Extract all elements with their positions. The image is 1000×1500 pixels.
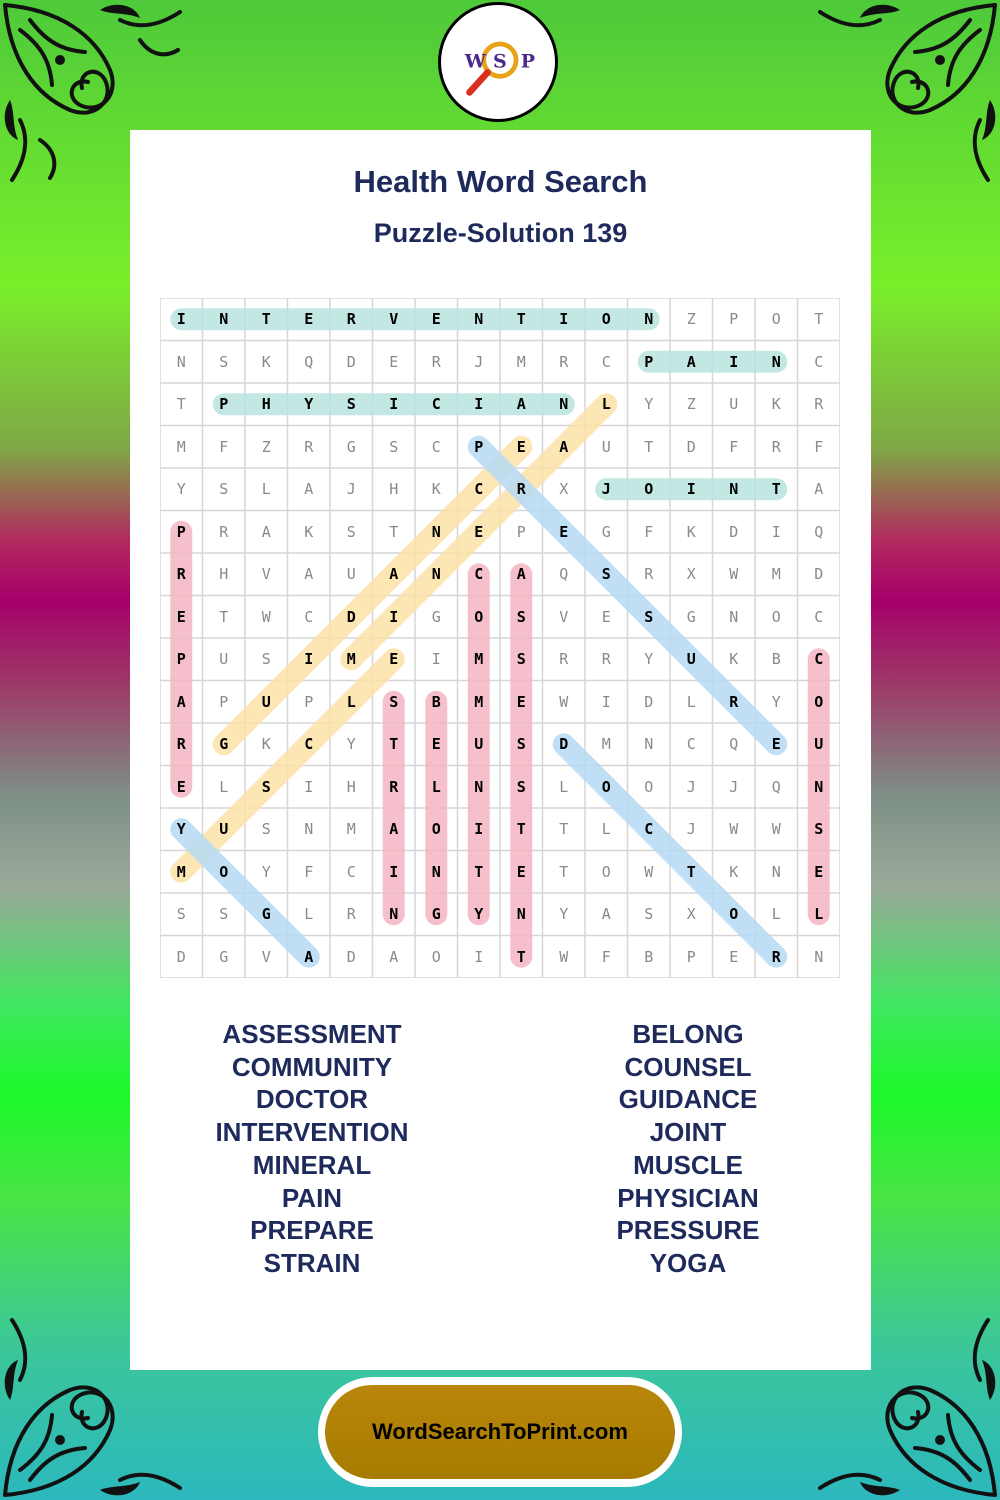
grid-cell[interactable]: Y bbox=[644, 395, 654, 414]
grid-cell[interactable]: N bbox=[389, 905, 399, 924]
grid-cell[interactable]: O bbox=[644, 777, 654, 796]
puzzle-sheet bbox=[130, 130, 871, 1370]
grid-cell[interactable]: E bbox=[389, 650, 399, 669]
grid-cell[interactable]: C bbox=[814, 352, 824, 371]
grid-cell[interactable]: S bbox=[176, 905, 186, 924]
word-list-item: MINERAL bbox=[252, 1149, 372, 1180]
grid-cell[interactable]: M bbox=[176, 862, 186, 881]
grid-cell[interactable]: N bbox=[219, 310, 229, 329]
grid-cell[interactable]: A bbox=[304, 565, 314, 584]
grid-cell[interactable]: R bbox=[601, 650, 611, 669]
grid-cell[interactable]: S bbox=[261, 777, 271, 796]
grid-cell[interactable]: V bbox=[559, 607, 569, 626]
grid-cell[interactable]: W bbox=[559, 692, 569, 711]
word-list-item: ASSESSMENT bbox=[222, 1019, 402, 1049]
grid-cell[interactable]: V bbox=[261, 947, 271, 966]
grid-cell[interactable]: Z bbox=[686, 395, 696, 414]
grid-cell[interactable]: M bbox=[474, 692, 484, 711]
grid-cell[interactable]: W bbox=[771, 820, 781, 839]
word-list-item: COUNSEL bbox=[624, 1051, 752, 1082]
grid-cell[interactable]: S bbox=[219, 480, 229, 499]
grid-cell[interactable]: S bbox=[346, 395, 356, 414]
letter-grid bbox=[160, 298, 840, 978]
grid-cell[interactable]: R bbox=[516, 480, 526, 499]
grid-cell[interactable]: S bbox=[516, 650, 526, 669]
grid-cell[interactable]: R bbox=[176, 735, 186, 754]
grid-cell[interactable]: J bbox=[729, 777, 739, 796]
grid-cell[interactable]: K bbox=[771, 395, 781, 414]
grid-cell[interactable]: G bbox=[601, 522, 611, 541]
word-list-item: STRAIN bbox=[263, 1247, 361, 1278]
grid-cell[interactable]: P bbox=[176, 650, 186, 669]
grid-cell[interactable]: N bbox=[729, 607, 739, 626]
grid-cell[interactable]: O bbox=[601, 310, 611, 329]
grid-cell[interactable]: R bbox=[219, 522, 229, 541]
grid-cell[interactable]: A bbox=[516, 565, 526, 584]
grid-cell[interactable]: I bbox=[304, 777, 314, 796]
grid-cell[interactable]: S bbox=[219, 352, 229, 371]
grid-cell[interactable]: R bbox=[346, 905, 356, 924]
grid-cell[interactable]: N bbox=[431, 522, 441, 541]
grid-cell[interactable]: A bbox=[304, 947, 314, 966]
grid-cell[interactable]: S bbox=[516, 777, 526, 796]
grid-cell[interactable]: T bbox=[814, 310, 824, 329]
grid-cell[interactable]: D bbox=[814, 565, 824, 584]
grid-cell[interactable]: R bbox=[559, 650, 569, 669]
grid-cell[interactable]: L bbox=[261, 480, 271, 499]
word-list-item: BELONG bbox=[632, 1019, 744, 1049]
grid-cell[interactable]: T bbox=[559, 820, 569, 839]
grid-cell[interactable]: I bbox=[729, 352, 739, 371]
grid-cell[interactable]: U bbox=[729, 395, 739, 414]
grid-cell[interactable]: R bbox=[346, 310, 356, 329]
grid-cell[interactable]: W bbox=[644, 862, 654, 881]
grid-cell[interactable]: K bbox=[304, 522, 314, 541]
magnifier-icon bbox=[441, 5, 555, 119]
grid-cell[interactable]: L bbox=[601, 395, 611, 414]
grid-cell[interactable]: F bbox=[814, 437, 824, 456]
grid-cell[interactable]: P bbox=[729, 310, 739, 329]
grid-cell[interactable]: E bbox=[729, 947, 739, 966]
grid-cell[interactable]: P bbox=[219, 395, 229, 414]
grid-cell[interactable]: P bbox=[219, 692, 229, 711]
grid-cell[interactable]: O bbox=[601, 862, 611, 881]
grid-cell[interactable]: N bbox=[559, 395, 569, 414]
grid-cell[interactable]: R bbox=[389, 777, 399, 796]
grid-cell[interactable]: B bbox=[431, 692, 441, 711]
grid-cell[interactable]: K bbox=[261, 735, 271, 754]
site-link-button[interactable]: WordSearchToPrint.com bbox=[325, 1385, 675, 1479]
grid-cell[interactable]: R bbox=[304, 437, 314, 456]
grid-cell[interactable]: T bbox=[559, 862, 569, 881]
grid-cell[interactable]: S bbox=[389, 692, 399, 711]
grid-cell[interactable]: X bbox=[686, 905, 696, 924]
grid-cell[interactable]: E bbox=[474, 522, 484, 541]
grid-cell[interactable]: M bbox=[346, 650, 356, 669]
grid-cell[interactable]: C bbox=[474, 565, 484, 584]
grid-cell[interactable]: W bbox=[729, 820, 739, 839]
grid-cell[interactable]: G bbox=[219, 735, 229, 754]
wsp-logo[interactable] bbox=[438, 2, 558, 122]
grid-cell[interactable]: D bbox=[559, 735, 569, 754]
grid-cell[interactable]: K bbox=[729, 650, 739, 669]
grid-cell[interactable]: R bbox=[559, 352, 569, 371]
grid-cell[interactable]: I bbox=[431, 650, 441, 669]
grid-cell[interactable]: M bbox=[346, 820, 356, 839]
grid-cell[interactable]: I bbox=[559, 310, 569, 329]
grid-cell[interactable]: T bbox=[474, 862, 484, 881]
grid-cell[interactable]: Y bbox=[304, 395, 314, 414]
grid-cell[interactable]: L bbox=[431, 777, 441, 796]
grid-cell[interactable]: U bbox=[474, 735, 484, 754]
grid-cell[interactable]: C bbox=[644, 820, 654, 839]
grid-cell[interactable]: S bbox=[644, 607, 654, 626]
grid-cell[interactable]: S bbox=[261, 820, 271, 839]
grid-cell[interactable]: P bbox=[176, 522, 186, 541]
grid-cell[interactable]: L bbox=[771, 905, 781, 924]
grid-cell[interactable]: T bbox=[771, 480, 781, 499]
grid-cell[interactable]: D bbox=[346, 947, 356, 966]
grid-cell[interactable]: C bbox=[304, 607, 314, 626]
grid-cell[interactable]: E bbox=[389, 352, 399, 371]
grid-cell[interactable]: C bbox=[686, 735, 696, 754]
grid-cell[interactable]: A bbox=[389, 947, 399, 966]
grid-cell[interactable]: W bbox=[261, 607, 271, 626]
grid-cell[interactable]: N bbox=[771, 862, 781, 881]
word-list-item: PRESSURE bbox=[616, 1215, 760, 1246]
grid-cell[interactable]: I bbox=[176, 310, 186, 329]
grid-cell[interactable]: A bbox=[686, 352, 696, 371]
grid-cell[interactable]: I bbox=[686, 480, 696, 499]
grid-cell[interactable]: I bbox=[601, 692, 611, 711]
word-list-item: GUIDANCE bbox=[618, 1084, 758, 1115]
grid-cell[interactable]: U bbox=[219, 650, 229, 669]
grid-cell[interactable]: E bbox=[516, 692, 526, 711]
grid-cell[interactable]: D bbox=[346, 607, 356, 626]
grid-cell[interactable]: P bbox=[304, 692, 314, 711]
grid-cell[interactable]: E bbox=[814, 862, 824, 881]
grid-cell[interactable]: T bbox=[644, 437, 654, 456]
word-list-item: DOCTOR bbox=[255, 1084, 369, 1115]
grid-cell[interactable]: N bbox=[474, 777, 484, 796]
grid-cell[interactable]: G bbox=[431, 607, 441, 626]
grid-cell[interactable]: T bbox=[261, 310, 271, 329]
grid-cell[interactable]: I bbox=[304, 650, 314, 669]
grid-cell[interactable]: E bbox=[516, 437, 526, 456]
grid-cell[interactable]: O bbox=[729, 905, 739, 924]
grid-cell[interactable]: J bbox=[601, 480, 611, 499]
grid-cell[interactable]: O bbox=[644, 480, 654, 499]
grid-cell[interactable]: A bbox=[814, 480, 824, 499]
grid-cell[interactable]: G bbox=[431, 905, 441, 924]
grid-cell[interactable]: T bbox=[389, 735, 399, 754]
grid-cell[interactable]: F bbox=[729, 437, 739, 456]
grid-cell[interactable]: R bbox=[644, 565, 654, 584]
grid-cell[interactable]: M bbox=[474, 650, 484, 669]
logo-letter-s: S bbox=[493, 50, 507, 73]
grid-cell[interactable]: M bbox=[176, 437, 186, 456]
grid-cell[interactable]: M bbox=[771, 565, 781, 584]
grid-cell[interactable]: P bbox=[516, 522, 526, 541]
grid-cell[interactable]: V bbox=[389, 310, 399, 329]
grid-cell[interactable]: K bbox=[686, 522, 696, 541]
grid-cell[interactable]: A bbox=[176, 692, 186, 711]
grid-cell[interactable]: K bbox=[431, 480, 441, 499]
grid-cell[interactable]: A bbox=[304, 480, 314, 499]
grid-cell[interactable]: B bbox=[644, 947, 654, 966]
grid-cell[interactable]: A bbox=[559, 437, 569, 456]
grid-cell[interactable]: O bbox=[431, 820, 441, 839]
grid-cell[interactable]: A bbox=[389, 565, 399, 584]
word-list-item: PAIN bbox=[281, 1182, 343, 1213]
grid-cell[interactable]: W bbox=[559, 947, 569, 966]
grid-cell[interactable]: M bbox=[601, 735, 611, 754]
word-list-left bbox=[162, 1018, 462, 1280]
grid-cell[interactable]: N bbox=[304, 820, 314, 839]
word-list-item: PREPARE bbox=[250, 1215, 374, 1246]
grid-cell[interactable]: I bbox=[389, 395, 399, 414]
grid-cell[interactable]: T bbox=[516, 310, 526, 329]
grid-cell[interactable]: L bbox=[686, 692, 696, 711]
grid-cell[interactable]: F bbox=[644, 522, 654, 541]
grid-cell[interactable]: Z bbox=[261, 437, 271, 456]
grid-cell[interactable]: D bbox=[346, 352, 356, 371]
grid-cell[interactable]: R bbox=[176, 565, 186, 584]
word-list-right bbox=[538, 1018, 838, 1280]
word-list-item: INTERVENTION bbox=[215, 1117, 409, 1148]
grid-cell[interactable]: N bbox=[644, 735, 654, 754]
grid-cell[interactable]: J bbox=[686, 777, 696, 796]
grid-cell[interactable]: N bbox=[814, 947, 824, 966]
grid-cell[interactable]: S bbox=[601, 565, 611, 584]
grid-cell[interactable]: E bbox=[431, 310, 441, 329]
grid-cell[interactable]: T bbox=[219, 607, 229, 626]
grid-cell[interactable]: Y bbox=[771, 692, 781, 711]
grid-cell[interactable]: G bbox=[219, 947, 229, 966]
grid-cell[interactable]: N bbox=[431, 862, 441, 881]
site-link-frame bbox=[318, 1377, 682, 1487]
grid-cell[interactable]: Q bbox=[559, 565, 569, 584]
grid-cell[interactable]: Y bbox=[176, 820, 186, 839]
grid-cell[interactable]: M bbox=[516, 352, 526, 371]
grid-cell[interactable]: L bbox=[814, 905, 824, 924]
word-list-item: JOINT bbox=[649, 1117, 727, 1148]
grid-cell[interactable]: N bbox=[431, 565, 441, 584]
grid-cell[interactable]: T bbox=[516, 820, 526, 839]
grid-cell[interactable]: Q bbox=[304, 352, 314, 371]
grid-cell[interactable]: E bbox=[431, 735, 441, 754]
grid-cell[interactable]: N bbox=[771, 352, 781, 371]
grid-cell[interactable]: I bbox=[474, 947, 484, 966]
grid-cell[interactable]: F bbox=[219, 437, 229, 456]
grid-cell[interactable]: D bbox=[176, 947, 186, 966]
grid-cell[interactable]: Y bbox=[261, 862, 271, 881]
grid-cell[interactable]: T bbox=[176, 395, 186, 414]
grid-cell[interactable]: S bbox=[389, 437, 399, 456]
grid-cell[interactable]: U bbox=[219, 820, 229, 839]
grid-cell[interactable]: R bbox=[431, 352, 441, 371]
grid-cell[interactable]: F bbox=[601, 947, 611, 966]
grid-cell[interactable]: C bbox=[346, 862, 356, 881]
grid-cell[interactable]: I bbox=[389, 607, 399, 626]
page-title: Health Word Search bbox=[353, 164, 648, 199]
grid-cell[interactable]: S bbox=[346, 522, 356, 541]
grid-cell[interactable]: N bbox=[176, 352, 186, 371]
grid-cell[interactable]: H bbox=[261, 395, 271, 414]
grid-cell[interactable]: P bbox=[644, 352, 654, 371]
grid-cell[interactable]: W bbox=[729, 565, 739, 584]
grid-cell[interactable]: J bbox=[346, 480, 356, 499]
grid-cell[interactable]: X bbox=[686, 565, 696, 584]
grid-cell[interactable]: O bbox=[771, 310, 781, 329]
word-list-item: MUSCLE bbox=[633, 1149, 743, 1180]
grid-cell[interactable]: O bbox=[474, 607, 484, 626]
grid-cell[interactable]: H bbox=[219, 565, 229, 584]
grid-cell[interactable]: J bbox=[686, 820, 696, 839]
grid-cell[interactable]: A bbox=[389, 820, 399, 839]
grid-cell[interactable]: R bbox=[771, 947, 781, 966]
grid-cell[interactable]: Q bbox=[771, 777, 781, 796]
grid-cell[interactable]: R bbox=[814, 395, 824, 414]
grid-cell[interactable]: T bbox=[516, 947, 526, 966]
grid-cell[interactable]: I bbox=[389, 862, 399, 881]
grid-cell[interactable]: S bbox=[261, 650, 271, 669]
grid-cell[interactable]: G bbox=[346, 437, 356, 456]
grid-cell[interactable]: A bbox=[601, 905, 611, 924]
word-list-item: COMMUNITY bbox=[231, 1051, 393, 1082]
grid-cell[interactable]: Y bbox=[559, 905, 569, 924]
logo-letter-w: W bbox=[464, 50, 487, 73]
grid-cell[interactable]: O bbox=[601, 777, 611, 796]
grid-cell[interactable]: C bbox=[601, 352, 611, 371]
grid-cell[interactable]: L bbox=[601, 820, 611, 839]
grid-cell[interactable]: B bbox=[771, 650, 781, 669]
grid-cell[interactable]: L bbox=[304, 905, 314, 924]
grid-cell[interactable]: N bbox=[644, 310, 654, 329]
grid-cell[interactable]: U bbox=[686, 650, 696, 669]
grid-cell[interactable]: E bbox=[176, 607, 186, 626]
grid-cell[interactable]: C bbox=[431, 437, 441, 456]
grid-cell[interactable]: N bbox=[729, 480, 739, 499]
grid-cell[interactable]: P bbox=[686, 947, 696, 966]
grid-cell[interactable]: S bbox=[516, 735, 526, 754]
grid-cell[interactable]: S bbox=[644, 905, 654, 924]
grid-cell[interactable]: G bbox=[686, 607, 696, 626]
grid-cell[interactable]: C bbox=[304, 735, 314, 754]
grid-cell[interactable]: Q bbox=[814, 522, 824, 541]
grid-cell[interactable]: E bbox=[771, 735, 781, 754]
grid-cell[interactable]: Y bbox=[176, 480, 186, 499]
grid-cell[interactable]: I bbox=[771, 522, 781, 541]
logo-letter-p: P bbox=[520, 50, 536, 73]
grid-cell[interactable]: Q bbox=[729, 735, 739, 754]
grid-cell[interactable]: O bbox=[814, 692, 824, 711]
grid-cell[interactable]: N bbox=[516, 905, 526, 924]
grid-cell[interactable]: I bbox=[474, 395, 484, 414]
grid-cell[interactable]: A bbox=[516, 395, 526, 414]
page-subtitle: Puzzle-Solution 139 bbox=[373, 218, 628, 248]
grid-cell[interactable]: E bbox=[176, 777, 186, 796]
grid-cell[interactable]: S bbox=[516, 607, 526, 626]
grid-cell[interactable]: C bbox=[474, 480, 484, 499]
grid-cell[interactable]: S bbox=[814, 820, 824, 839]
grid-cell[interactable]: I bbox=[474, 820, 484, 839]
grid-cell[interactable]: K bbox=[729, 862, 739, 881]
grid-cell[interactable]: O bbox=[219, 862, 229, 881]
grid-cell[interactable]: K bbox=[261, 352, 271, 371]
grid-cell[interactable]: D bbox=[686, 437, 696, 456]
grid-cell[interactable]: P bbox=[474, 437, 484, 456]
grid-cell[interactable]: Y bbox=[474, 905, 484, 924]
grid-cell[interactable]: O bbox=[771, 607, 781, 626]
grid-cell[interactable]: Z bbox=[686, 310, 696, 329]
word-grid bbox=[160, 298, 840, 978]
grid-cell[interactable]: D bbox=[729, 522, 739, 541]
grid-cell[interactable]: A bbox=[261, 522, 271, 541]
grid-cell[interactable]: E bbox=[601, 607, 611, 626]
grid-cell[interactable]: L bbox=[219, 777, 229, 796]
grid-cell[interactable]: E bbox=[304, 310, 314, 329]
grid-cell[interactable]: E bbox=[516, 862, 526, 881]
grid-cell[interactable]: L bbox=[346, 692, 356, 711]
grid-cell[interactable]: V bbox=[261, 565, 271, 584]
grid-cell[interactable]: G bbox=[261, 905, 271, 924]
grid-cell[interactable]: O bbox=[431, 947, 441, 966]
grid-cell[interactable]: S bbox=[219, 905, 229, 924]
grid-cell[interactable]: L bbox=[559, 777, 569, 796]
grid-cell[interactable]: J bbox=[474, 352, 484, 371]
grid-cell[interactable]: Y bbox=[346, 735, 356, 754]
grid-cell[interactable]: H bbox=[346, 777, 356, 796]
grid-cell[interactable]: U bbox=[261, 692, 271, 711]
grid-cell[interactable]: R bbox=[771, 437, 781, 456]
grid-cell[interactable]: C bbox=[431, 395, 441, 414]
word-list-item: PHYSICIAN bbox=[617, 1182, 759, 1213]
grid-cell[interactable]: T bbox=[389, 522, 399, 541]
grid-cell[interactable]: X bbox=[559, 480, 569, 499]
grid-cell[interactable]: U bbox=[814, 735, 824, 754]
grid-cell[interactable]: R bbox=[729, 692, 739, 711]
grid-cell[interactable]: N bbox=[474, 310, 484, 329]
word-list-item: YOGA bbox=[649, 1247, 727, 1278]
grid-cell[interactable]: D bbox=[644, 692, 654, 711]
grid-cell[interactable]: Y bbox=[644, 650, 654, 669]
grid-cell[interactable]: C bbox=[814, 607, 824, 626]
grid-cell[interactable]: U bbox=[601, 437, 611, 456]
grid-cell[interactable]: H bbox=[389, 480, 399, 499]
grid-cell[interactable]: U bbox=[346, 565, 356, 584]
grid-cell[interactable]: E bbox=[559, 522, 569, 541]
grid-cell[interactable]: N bbox=[814, 777, 824, 796]
grid-cell[interactable]: F bbox=[304, 862, 314, 881]
grid-cell[interactable]: C bbox=[814, 650, 824, 669]
grid-cell[interactable]: T bbox=[686, 862, 696, 881]
